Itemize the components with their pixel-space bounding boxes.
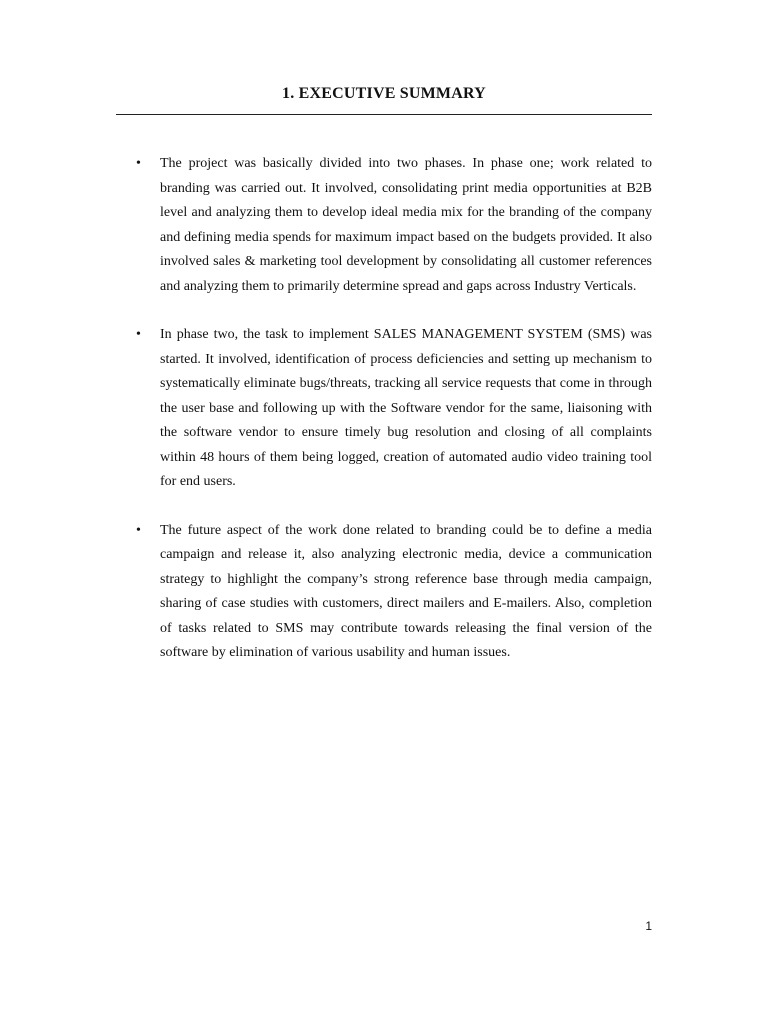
- page-number: 1: [645, 919, 652, 933]
- bullet-icon: •: [136, 156, 141, 171]
- summary-bullet-item: [136, 519, 652, 666]
- section-title: 1. EXECUTIVE SUMMARY: [282, 85, 486, 102]
- bullet-text: In phase two, the task to implement SALES MANAGEMENT SYSTEM (SMS) was started. It involved, identification of process deficiencies and setting up mechanism to systematically eliminate bugs/threats, tracking all service requests that come in through the user base and following up with the Software vendor for the same, liaisoning with the software vendor to ensure timely bug resolution and closing of all complaints within 48 hours of them being logged, creation of automated audio video training tool for end users.: [160, 327, 652, 489]
- title-underline: [116, 114, 652, 115]
- summary-bullet-list: [136, 152, 652, 690]
- summary-bullet-item: [136, 323, 652, 495]
- bullet-text: The project was basically divided into two phases. In phase one; work related to branding was carried out. It involved, consolidating print media opportunities at B2B level and analyzing them to develop ideal media mix for the branding of the company and defining media spends for maximum impact based on the budgets provided. It also involved sales & marketing tool development by consolidating all customer references and analyzing them to primarily determine spread and gaps across Industry Verticals.: [160, 156, 652, 294]
- bullet-icon: •: [136, 327, 141, 342]
- summary-bullet-item: [136, 152, 652, 299]
- bullet-icon: •: [136, 522, 141, 538]
- bullet-text: The future aspect of the work done related to branding could be to define a media campaign and release it, also analyzing electronic media, device a communication strategy to highlight the company’s strong reference base through media campaign, sharing of case studies with customers, direct mailers and E-mailers. Also, completion of tasks related to SMS may contribute towards releasing the final version of the software by elimination of various usability and human issues.: [160, 522, 652, 660]
